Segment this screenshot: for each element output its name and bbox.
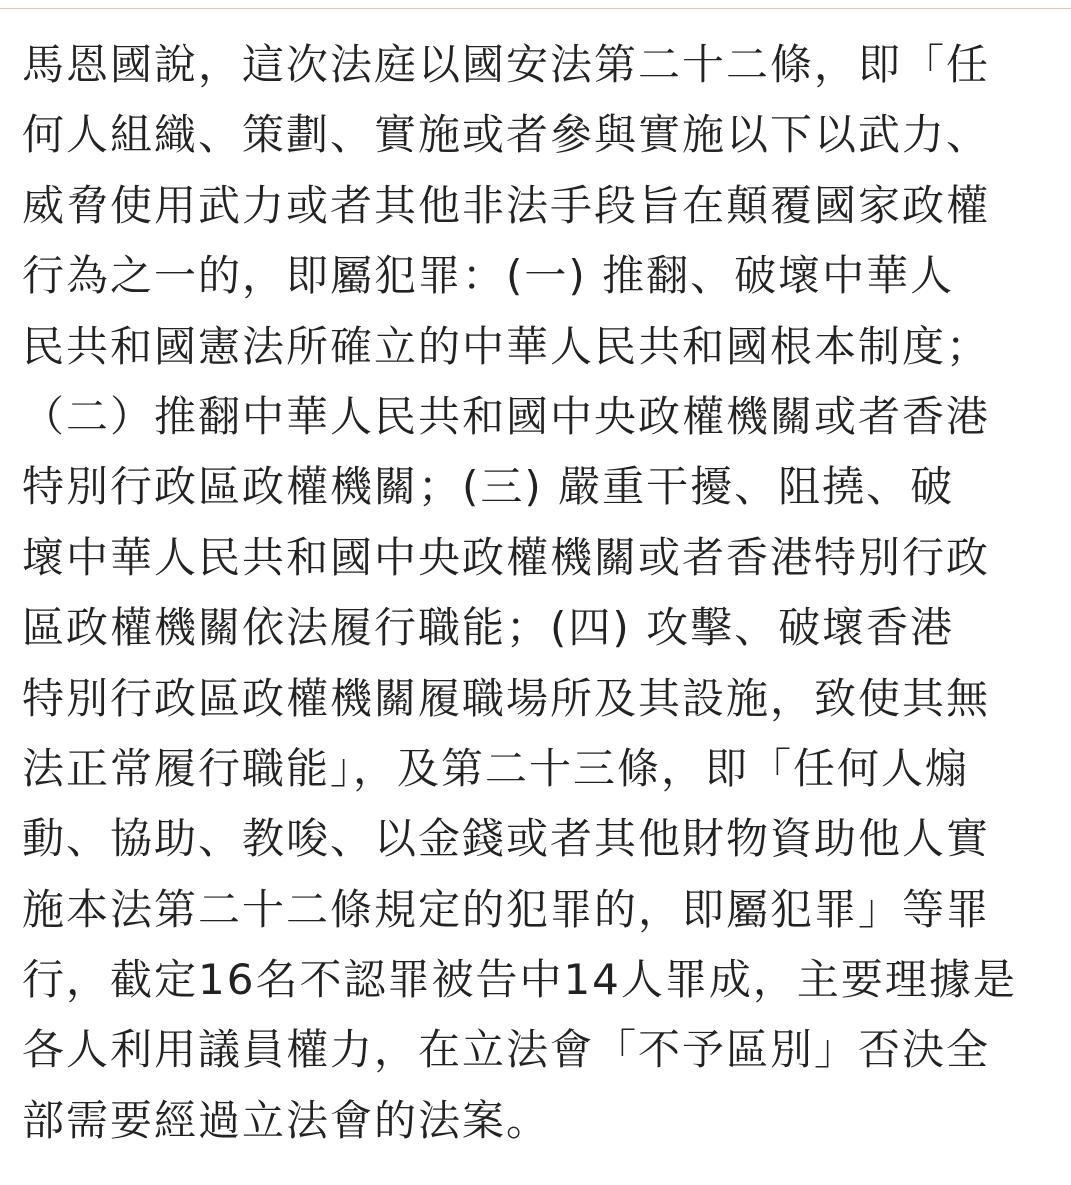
paragraph-line: 特別行政區政權機關履職場所及其設施，致使其無: [22, 673, 991, 723]
paragraph-line: 各人利用議員權力，在立法會「不予區別」否決全: [22, 1025, 991, 1075]
paragraph-line: 行為之一的，即屬犯罪：(一) 推翻、破壞中華人: [22, 251, 955, 301]
paragraph-line: （二）推翻中華人民共和國中央政權機關或者香港: [22, 391, 991, 441]
paragraph-line: 區政權機關依法履行職能；(四) 攻擊、破壞香港: [22, 603, 955, 653]
paragraph-line: 法正常履行職能」，及第二十三條，即「任何人煽: [22, 743, 970, 793]
paragraph-line: 威脅使用武力或者其他非法手段旨在顛覆國家政權: [22, 180, 991, 230]
paragraph-line: 部需要經過立法會的法案。: [22, 1095, 551, 1145]
paragraph-line: 動、協助、教唆、以金錢或者其他財物資助他人實: [22, 814, 991, 864]
paragraph-line: 民共和國憲法所確立的中華人民共和國根本制度；: [22, 321, 991, 371]
top-divider: [0, 8, 1071, 9]
paragraph-line: 馬恩國說，這次法庭以國安法第二十二條，即「任: [22, 40, 991, 89]
paragraph-line: 特別行政區政權機關；(三) 嚴重干擾、阻撓、破: [22, 462, 955, 512]
paragraph-line: 壞中華人民共和國中央政權機關或者香港特別行政: [22, 532, 991, 582]
article-paragraph: [22, 30, 1052, 1156]
paragraph-line: 施本法第二十二條規定的犯罪的，即屬犯罪」等罪: [22, 884, 991, 934]
paragraph-line: 行，截定16名不認罪被告中14人罪成，主要理據是: [22, 955, 1017, 1005]
paragraph-line: 何人組織、策劃、實施或者參與實施以下以武力、: [22, 110, 991, 160]
